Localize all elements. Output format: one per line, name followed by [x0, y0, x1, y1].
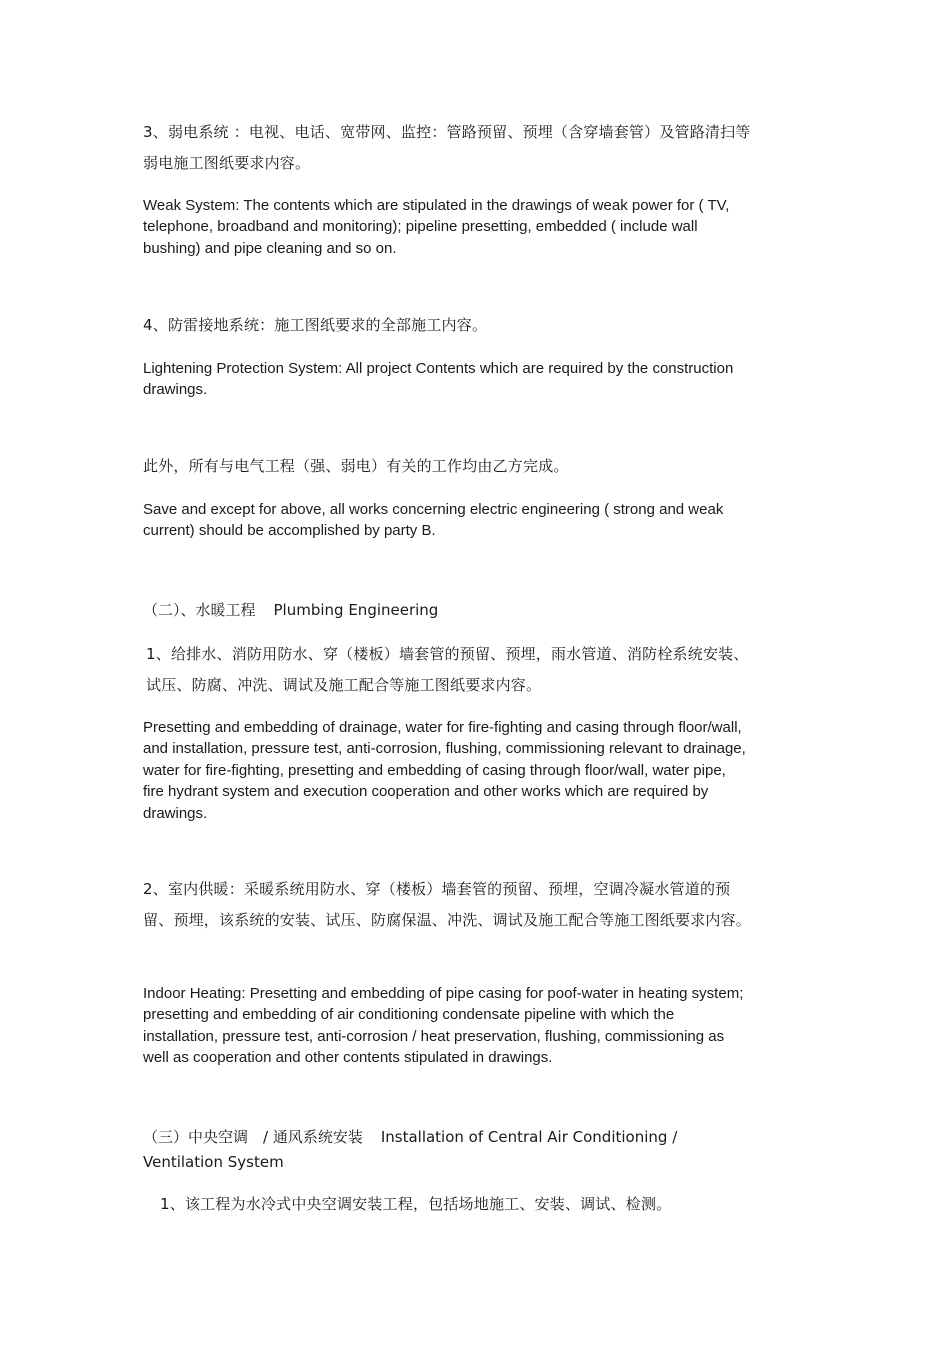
- lightning-system-en: Lightening Protection System: All project Contents which are required by the construction drawings.: [143, 360, 734, 399]
- indoor-heating-zh: 2、室内供暖：采暖系统用防水、穿（楼板）墙套管的预留、预埋，空调冷凝水管道的预留、预埋，该系统的安装、试压、防腐保温、冲洗、调试及施工配合等施工图纸要求内容。: [143, 880, 752, 929]
- hvac-heading: [143, 1125, 758, 1175]
- plumbing-heading: [143, 598, 758, 623]
- other-works-zh: 此外，所有与电气工程（强、弱电）有关的工作均由乙方完成。: [143, 457, 569, 475]
- hvac-heading-zh: （三）中央空调 / 通风系统安装: [143, 1128, 363, 1146]
- plumbing-heading-en: Plumbing Engineering: [273, 601, 439, 619]
- plumbing-heading-zh: （二）、水暖工程: [143, 601, 256, 619]
- hvac-heading-en: Installation of Central Air Conditioning / Ventilation System: [143, 1128, 678, 1171]
- indoor-heating-en: Indoor Heating: Presetting and embedding of pipe casing for poof-water in heating system; presetting and embedding of air conditioning condensate pipeline with which the installation, pressure test, anti-corrosion / heat preservation, flushing, commissioning as well as cooperation and other contents stipulated in drawings.: [143, 985, 744, 1067]
- plumbing-item1-zh: 1、给排水、消防用防水、穿（楼板）墙套管的预留、预埋，雨水管道、消防栓系统安装、试压、防腐、冲洗、调试及施工配合等施工图纸要求内容。: [146, 645, 749, 694]
- plumbing-item1-en: Presetting and embedding of drainage, water for fire-fighting and casing through floor/wall, and installation, pressure test, anti-corrosion, flushing, commissioning relevant to drainage, water for fire-fighting, presetting and embedding of casing through floor/wall, water pipe, fire hydrant system and execution cooperation and other works which are required by drawings.: [143, 719, 746, 822]
- other-works-en: Save and except for above, all works concerning electric engineering ( strong and weak current) should be accomplished by party B.: [143, 501, 724, 540]
- weak-system-en: Weak System: The contents which are stipulated in the drawings of weak power for ( TV, telephone, broadband and monitoring); pipeline presetting, embedded ( include wall bushing) and pipe cleaning and so on.: [143, 197, 730, 257]
- lightning-system-zh: 4、防雷接地系统：施工图纸要求的全部施工内容。: [143, 316, 488, 334]
- weak-system-zh: 3、弱电系统 ：电视、电话、宽带网、监控：管路预留、预埋（含穿墙套管）及管路清扫等弱电施工图纸要求内容。: [143, 123, 751, 172]
- hvac-item1-zh: 1、该工程为水冷式中央空调安装工程，包括场地施工、安装、调试、检测。: [160, 1195, 672, 1213]
